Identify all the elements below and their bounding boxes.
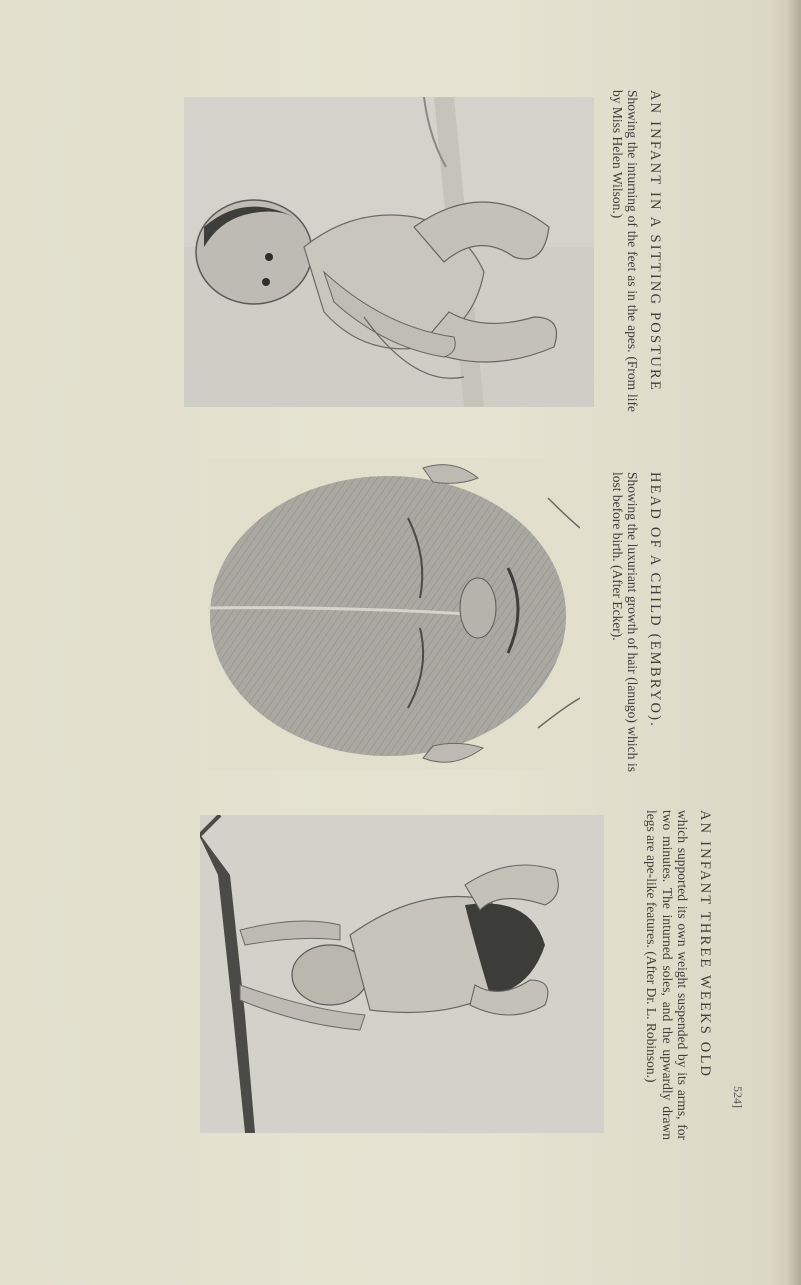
plate-infant-sitting bbox=[184, 97, 594, 407]
caption-title: HEAD OF A CHILD (EMBRYO). bbox=[647, 472, 663, 728]
page-number: 524] bbox=[731, 1086, 745, 1108]
infant-sitting-illustration bbox=[184, 97, 594, 407]
plate-embryo-head bbox=[208, 458, 580, 770]
embryo-head-illustration bbox=[208, 458, 580, 770]
caption-title: AN INFANT IN A SITTING POSTURE bbox=[647, 90, 663, 392]
caption-infant-hanging bbox=[644, 810, 712, 1140]
plate-infant-hanging bbox=[200, 815, 604, 1133]
caption-body: Showing the inturning of the feet as in the apes. (From life by Miss Helen Wilson.) bbox=[610, 90, 641, 412]
caption-body: which supported its own weight suspended by its arms, for two minutes. The inturned soles, and the upwardly drawn legs are ape-like features. (After Dr. L. Robinson.) bbox=[644, 810, 691, 1140]
caption-embryo-head bbox=[610, 472, 663, 772]
caption-title: AN INFANT THREE WEEKS OLD bbox=[697, 810, 713, 1079]
caption-infant-sitting bbox=[610, 90, 663, 412]
infant-hanging-illustration bbox=[200, 815, 604, 1133]
page-edge-shadow bbox=[787, 0, 801, 1285]
caption-body: Showing the luxuriant growth of hair (lanugo) which is lost before birth. (After Ecker). bbox=[610, 472, 641, 772]
